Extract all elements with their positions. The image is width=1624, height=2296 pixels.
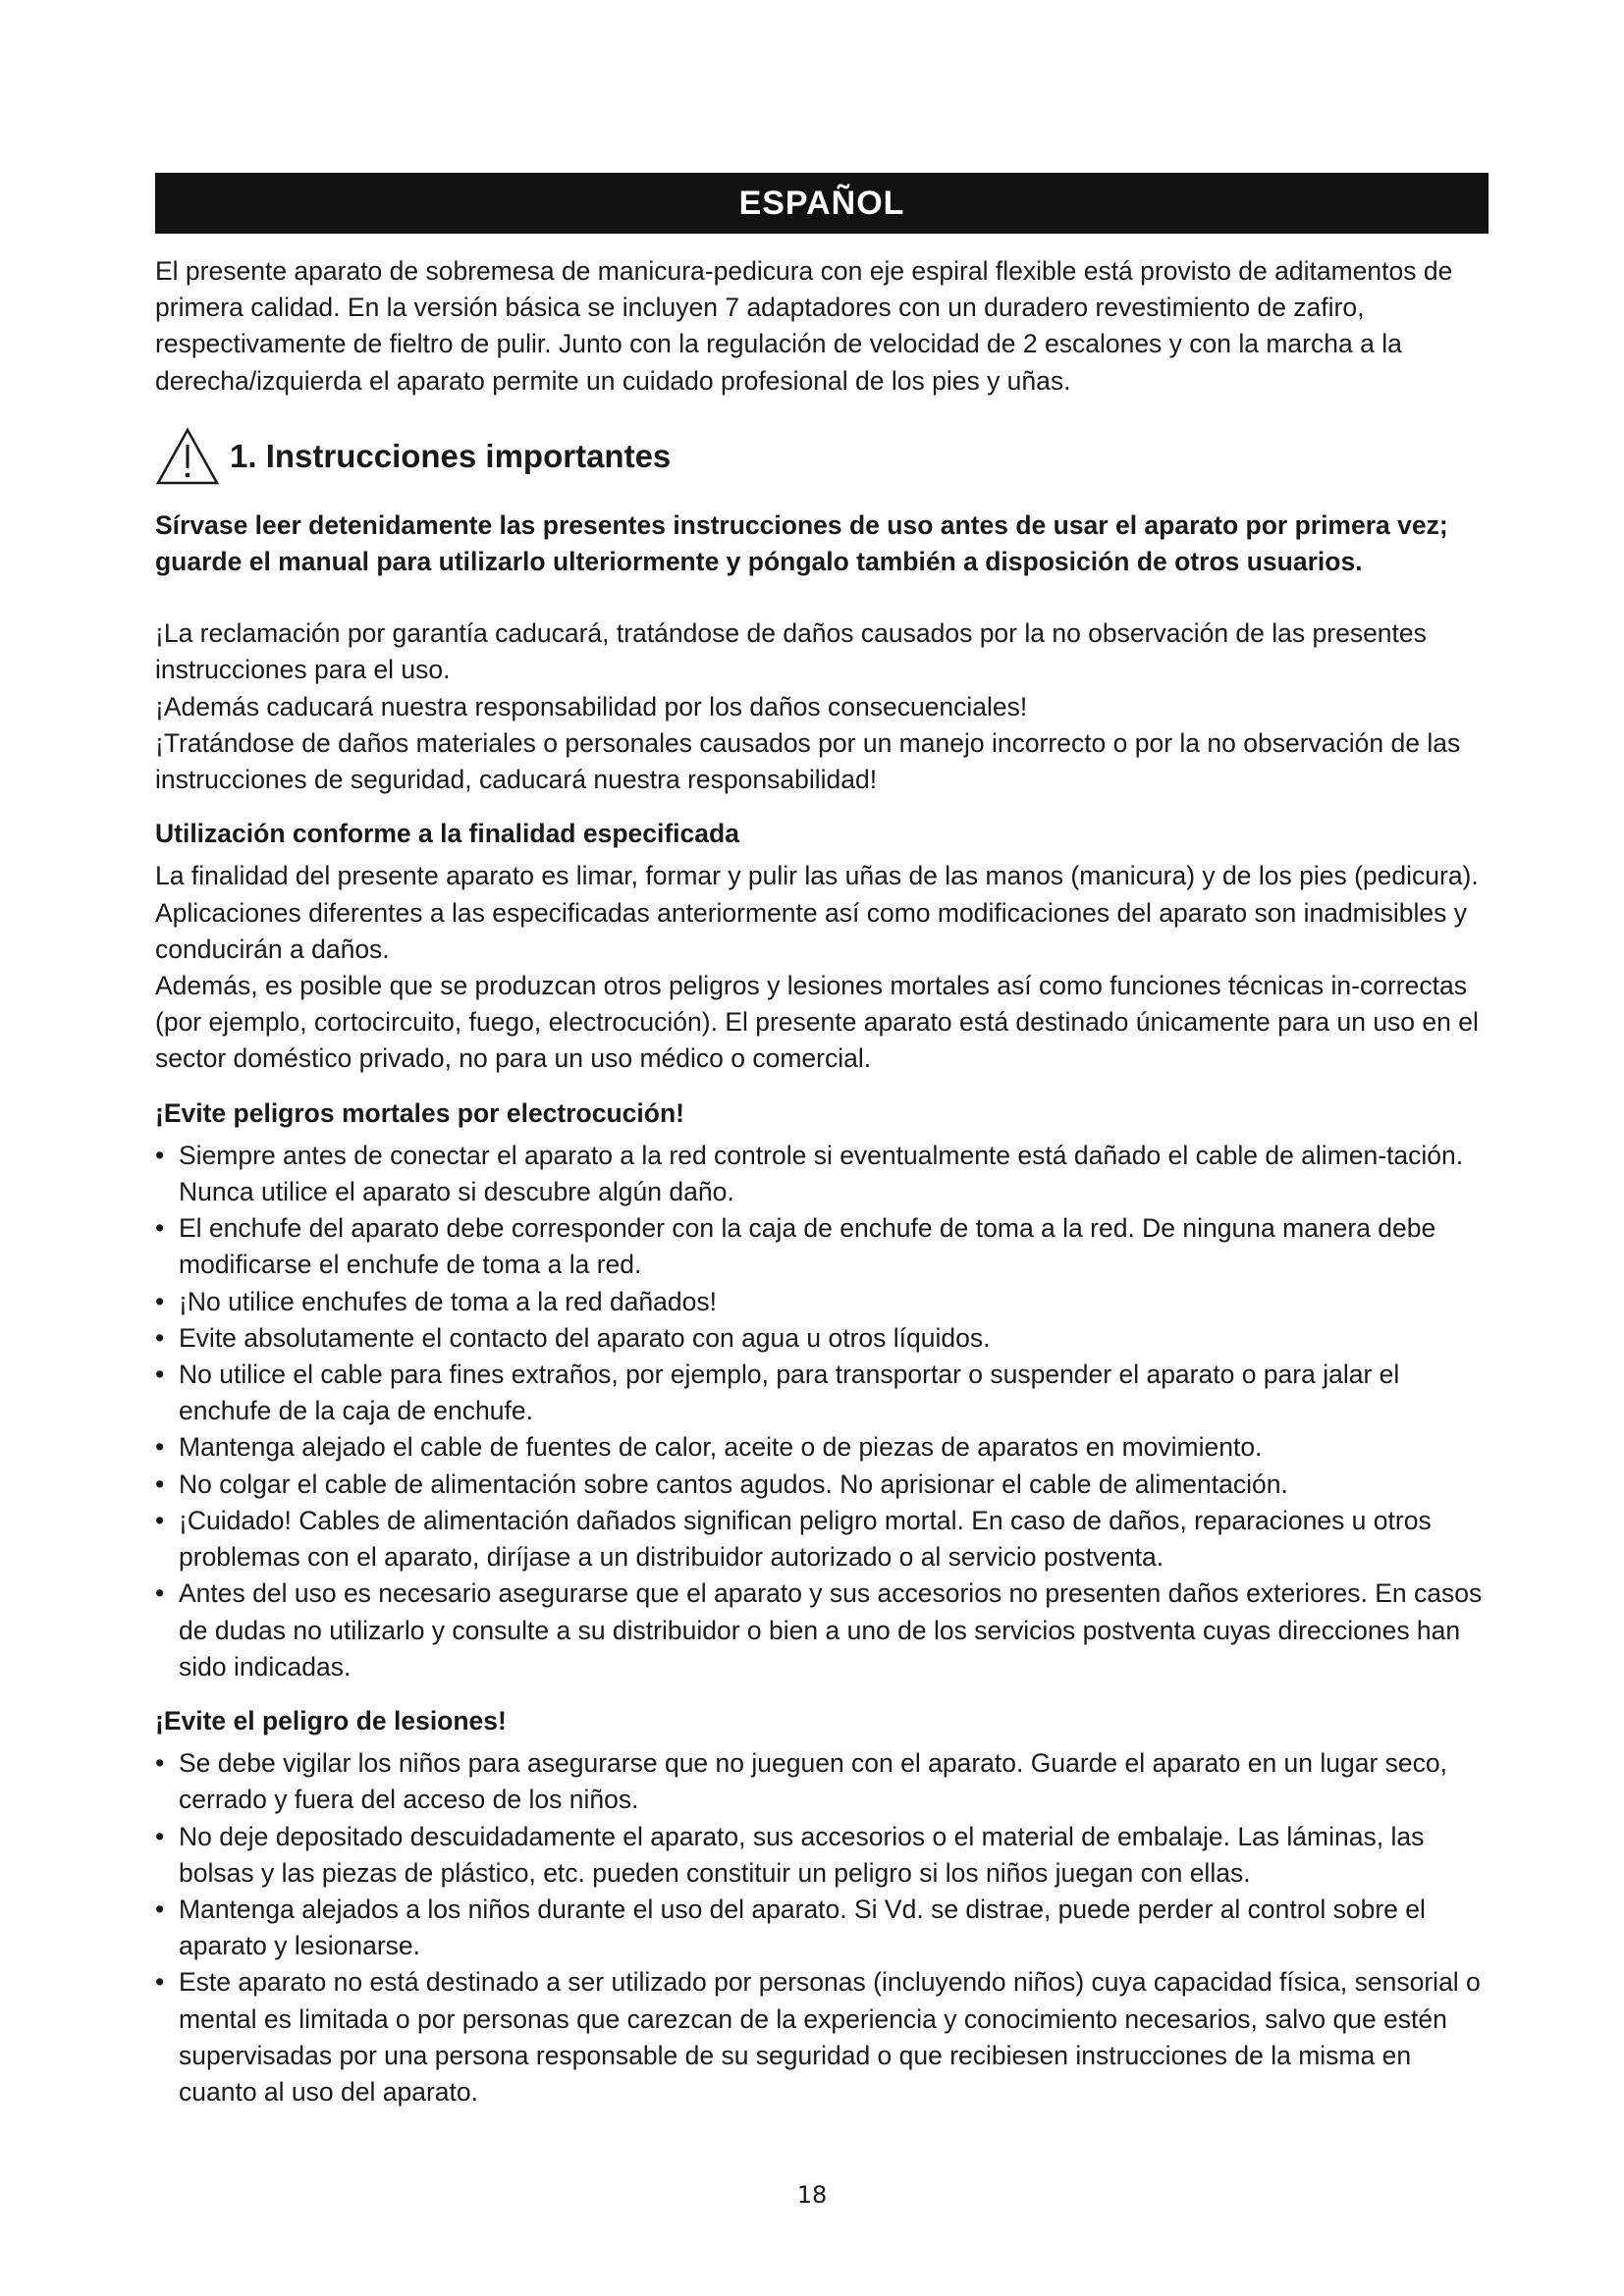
warranty-line: ¡La reclamación por garantía caducará, tratándose de daños causados por la no observación de las presentes instrucciones para el uso. <box>155 618 1427 685</box>
list-item <box>155 1320 1489 1357</box>
usage-block <box>155 858 1489 1077</box>
list-item-text: Evite absolutamente el contacto del aparato con agua u otros líquidos. <box>179 1322 991 1353</box>
intro-paragraph: El presente aparato de sobremesa de manicura-pedicura con eje espiral flexible está provisto de aditamentos de primera calidad. En la versión básica se incluyen 7 adaptadores con un duradero revestimiento de zafiro, respectivamente de fieltro de pulir. Junto con la regulación de velocidad de 2 escalones y con la marcha a la derecha/izquierda el aparato permite un cuidado profesional de los pies y uñas. <box>155 256 1453 396</box>
bullet: • <box>155 1505 165 1535</box>
electro-list <box>155 1138 1489 1685</box>
usage-heading: Utilización conforme a la finalidad especificada <box>155 819 739 849</box>
warranty-line: ¡Tratándose de daños materiales o personales causados por un manejo incorrecto o por la no observación de las instrucciones de seguridad, caducará nuestra responsabilidad! <box>155 727 1461 795</box>
list-item <box>155 1467 1489 1503</box>
lead-paragraph: Sírvase leer detenidamente las presentes instrucciones de uso antes de usar el aparato por primera vez; guarde el manual para utilizarlo ulteriormente y póngalo también a disposición de otros usuarios. <box>155 509 1448 577</box>
bullet: • <box>155 1140 165 1170</box>
usage-paragraph: La finalidad del presente aparato es limar, formar y pulir las uñas de las manos (manicura) y de los pies (pedicura). Aplicaciones diferentes a las especificadas anteriormente así como modificaciones del aparato son inadmisibles y conducirán a daños. <box>155 861 1479 964</box>
bullet: • <box>155 1748 165 1779</box>
bullet: • <box>155 1286 165 1316</box>
bullet: • <box>155 1360 165 1390</box>
injury-list <box>155 1745 1489 2110</box>
bullet: • <box>155 1578 165 1609</box>
list-item <box>155 1575 1489 1685</box>
list-item <box>155 1503 1489 1575</box>
list-item-text: Mantenga alejado el cable de fuentes de calor, aceite o de piezas de aparatos en movimiento. <box>179 1432 1263 1463</box>
list-item-text: Este aparato no está destinado a ser utilizado por personas (incluyendo niños) cuya capacidad física, sensorial o mental es limitada o por personas que carezcan de la experiencia y conocimiento necesarios, salvo que estén supervisadas por una persona responsable de su seguridad o que recibiesen instrucciones de la misma en cuanto al uso del aparato. <box>179 1967 1481 2107</box>
list-item <box>155 1210 1489 1283</box>
list-item <box>155 1745 1489 1818</box>
section-heading <box>155 427 1489 486</box>
list-item-text: Mantenga alejados a los niños durante el uso del aparato. Si Vd. se distrae, puede perder al control sobre el aparato y lesionarse. <box>179 1894 1426 1961</box>
warranty-block <box>155 615 1489 798</box>
electro-heading: ¡Evite peligros mortales por electrocución! <box>155 1097 684 1128</box>
list-item-text: Se debe vigilar los niños para asegurarse que no jueguen con el aparato. Guarde el aparato en un lugar seco, cerrado y fuera del acceso de los niños. <box>179 1748 1448 1815</box>
usage-paragraph: Además, es posible que se produzcan otros peligros y lesiones mortales así como funciones técnicas in-correctas (por ejemplo, cortocircuito, fuego, electrocución). El presente aparato está destinado únicamente para un uso en el sector doméstico privado, no para un uso médico o comercial. <box>155 971 1479 1074</box>
list-item <box>155 1892 1489 1964</box>
language-banner: ESPAÑOL <box>155 173 1489 234</box>
list-item <box>155 1138 1489 1210</box>
list-item <box>155 1357 1489 1429</box>
document-page <box>155 173 1489 2128</box>
list-item-text: Antes del uso es necesario asegurarse que el aparato y sus accesorios no presenten daños exteriores. En casos de dudas no utilizarlo y consulte a su distribuidor o bien a uno de los servicios postventa cuyas direcciones han sido indicadas. <box>179 1578 1483 1682</box>
list-item-text: ¡No utilice enchufes de toma a la red dañados! <box>179 1286 717 1316</box>
list-item <box>155 1429 1489 1466</box>
injury-heading: ¡Evite el peligro de lesiones! <box>155 1705 507 1735</box>
warning-triangle-icon <box>155 427 220 486</box>
list-item-text: No utilice el cable para fines extraños, por ejemplo, para transportar o suspender el aparato o para jalar el enchufe de la caja de enchufe. <box>179 1360 1400 1426</box>
page-number: 18 <box>796 2181 828 2209</box>
bullet: • <box>155 1213 165 1244</box>
section-title: 1. Instrucciones importantes <box>230 437 672 474</box>
list-item-text: No deje depositado descuidadamente el aparato, sus accesorios o el material de embalaje. Las láminas, las bolsas y las piezas de plástico, etc. pueden constituir un peligro si los niños juegan con ellas. <box>179 1821 1425 1888</box>
bullet: • <box>155 1967 165 1998</box>
bullet: • <box>155 1821 165 1851</box>
bullet: • <box>155 1322 165 1353</box>
list-item <box>155 1284 1489 1320</box>
bullet: • <box>155 1432 165 1463</box>
warranty-line: ¡Además caducará nuestra responsabilidad por los daños consecuenciales! <box>155 691 1028 721</box>
list-item <box>155 1964 1489 2110</box>
list-item <box>155 1819 1489 1892</box>
list-item-text: ¡Cuidado! Cables de alimentación dañados significan peligro mortal. En caso de daños, reparaciones u otros problemas con el aparato, diríjase a un distribuidor autorizado o al servicio postventa. <box>179 1505 1432 1573</box>
list-item-text: No colgar el cable de alimentación sobre cantos agudos. No aprisionar el cable de alimentación. <box>179 1468 1288 1499</box>
bullet: • <box>155 1894 165 1924</box>
list-item-text: El enchufe del aparato debe corresponder con la caja de enchufe de toma a la red. De ninguna manera debe modificarse el enchufe de toma a la red. <box>179 1213 1436 1280</box>
list-item-text: Siempre antes de conectar el aparato a la red controle si eventualmente está dañado el cable de alimen-tación. Nunca utilice el aparato si descubre algún daño. <box>179 1140 1464 1207</box>
bullet: • <box>155 1468 165 1499</box>
